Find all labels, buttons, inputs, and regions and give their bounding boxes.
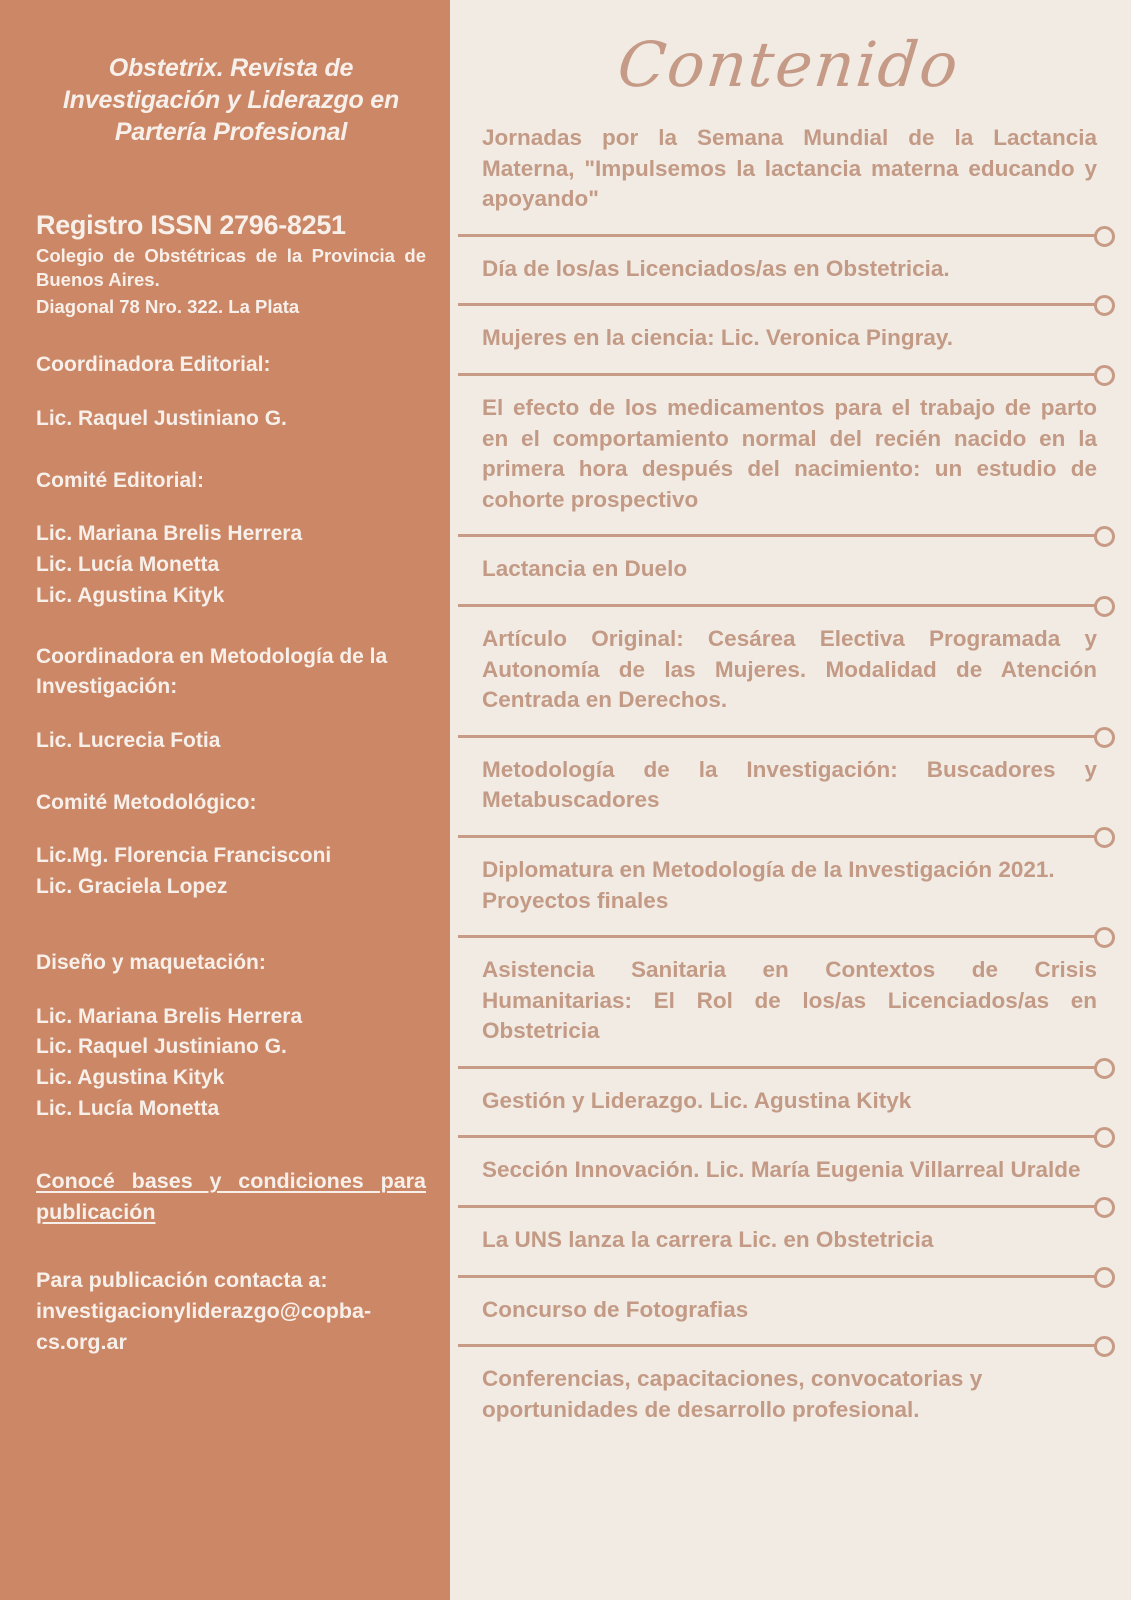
toc-entry[interactable] xyxy=(450,384,1131,525)
section-heading-comite-metodologico: Comité Metodológico: xyxy=(36,790,257,814)
divider-circle-icon xyxy=(1094,295,1115,316)
divider-line xyxy=(458,234,1095,237)
toc-entry-label: Artículo Original: Cesárea Electiva Programada y Autonomía de las Mujeres. Modalidad de Atención Centrada en Derechos. xyxy=(482,625,1097,713)
divider-circle-icon xyxy=(1094,1127,1115,1148)
toc-entry-label: El efecto de los medicamentos para el trabajo de parto en el comportamiento normal del recién nacido en la primera hora después del nacimiento: un estudio de cohorte prospectivo xyxy=(482,394,1097,512)
toc-divider xyxy=(450,826,1131,846)
toc-entry[interactable] xyxy=(450,1355,1131,1435)
section-heading-comite-editorial: Comité Editorial: xyxy=(36,468,205,492)
divider-line xyxy=(458,534,1095,537)
divider-line xyxy=(458,604,1095,607)
toc-entry-label: Conferencias, capacitaciones, convocatorias y oportunidades de desarrollo profesional. xyxy=(482,1366,983,1422)
issn-block xyxy=(36,210,426,319)
toc-entry-label: Día de los/as Licenciados/as en Obstetricia. xyxy=(482,255,950,281)
toc-entry[interactable] xyxy=(450,545,1131,595)
staff-list-comite-metodologico xyxy=(36,841,426,902)
section-heading-diseno-maquetacion: Diseño y maquetación: xyxy=(36,950,266,974)
toc-divider xyxy=(450,525,1131,545)
divider-circle-icon xyxy=(1094,1197,1115,1218)
contact-email[interactable]: investigacionyliderazgo@copba-cs.org.ar xyxy=(36,1298,372,1354)
toc-entry[interactable] xyxy=(450,1286,1131,1336)
toc-divider xyxy=(450,294,1131,314)
section-heading-coordinadora-editorial: Coordinadora Editorial: xyxy=(36,353,271,377)
divider-line xyxy=(458,303,1095,306)
divider-circle-icon xyxy=(1094,927,1115,948)
divider-circle-icon xyxy=(1094,1336,1115,1357)
staff-list-diseno-maquetacion xyxy=(36,1002,426,1125)
toc-entry[interactable] xyxy=(450,946,1131,1057)
toc-list xyxy=(450,114,1131,1435)
publisher-address: Diagonal 78 Nro. 322. La Plata xyxy=(36,295,300,317)
divider-line xyxy=(458,1275,1095,1278)
toc-divider xyxy=(450,225,1131,245)
contact-label: Para publicación contacta a: xyxy=(36,1267,328,1292)
publication-title: Obstetrix. Revista de Investigación y Liderazgo en Partería Profesional xyxy=(62,54,400,146)
toc-entry[interactable] xyxy=(450,114,1131,225)
toc-entry-label: Mujeres en la ciencia: Lic. Veronica Pingray. xyxy=(482,325,954,351)
toc-entry[interactable] xyxy=(450,846,1131,926)
publisher-organization: Colegio de Obstétricas de la Provincia de Buenos Aires. xyxy=(36,244,426,291)
toc-entry-label: Lactancia en Duelo xyxy=(482,556,688,582)
toc-divider xyxy=(450,1266,1131,1286)
divider-line xyxy=(458,935,1095,938)
staff-name: Lic. Agustina Kityk xyxy=(36,583,225,607)
divider-circle-icon xyxy=(1094,727,1115,748)
staff-name: Lic. Mariana Brelis Herrera xyxy=(36,1004,303,1028)
staff-name: Lic. Agustina Kityk xyxy=(36,1065,225,1089)
toc-entry[interactable] xyxy=(450,1146,1131,1196)
toc-divider xyxy=(450,1196,1131,1216)
issn-number: Registro ISSN 2796-8251 xyxy=(36,210,346,240)
staff-name: Lic. Lucía Monetta xyxy=(36,553,220,577)
masthead-sidebar xyxy=(0,0,450,1600)
divider-line xyxy=(458,1135,1095,1138)
divider-line xyxy=(458,735,1095,738)
contents-heading: Contenido xyxy=(614,28,964,101)
divider-circle-icon xyxy=(1094,226,1115,247)
divider-circle-icon xyxy=(1094,526,1115,547)
staff-list-coordinadora-editorial: Lic. Raquel Justiniano G. xyxy=(36,406,287,430)
staff-name: Lic.Mg. Florencia Francisconi xyxy=(36,844,332,868)
toc-divider xyxy=(450,1126,1131,1146)
toc-entry[interactable] xyxy=(450,314,1131,364)
staff-name: Lic. Mariana Brelis Herrera xyxy=(36,522,303,546)
section-heading-coordinadora-metodologia: Coordinadora en Metodología de la Investigación: xyxy=(36,645,388,699)
divider-line xyxy=(458,1205,1095,1208)
toc-entry[interactable] xyxy=(450,245,1131,295)
toc-divider xyxy=(450,595,1131,615)
toc-entry-label: Jornadas por la Semana Mundial de la Lactancia Materna, "Impulsemos la lactancia materna educando y apoyando" xyxy=(482,125,1097,212)
submission-guidelines-link[interactable]: Conocé bases y condiciones para publicación xyxy=(36,1169,426,1225)
toc-entry-label: Gestión y Liderazgo. Lic. Agustina Kityk xyxy=(482,1087,912,1113)
table-of-contents-panel xyxy=(450,0,1131,1600)
divider-line xyxy=(458,835,1095,838)
divider-circle-icon xyxy=(1094,596,1115,617)
divider-circle-icon xyxy=(1094,827,1115,848)
staff-name: Lic. Graciela Lopez xyxy=(36,875,228,899)
toc-entry[interactable] xyxy=(450,746,1131,826)
toc-entry[interactable] xyxy=(450,1077,1131,1127)
staff-list-comite-editorial xyxy=(36,519,426,611)
toc-entry-label: Diplomatura en Metodología de la Investigación 2021. Proyectos finales xyxy=(482,856,1055,913)
divider-line xyxy=(458,1066,1095,1069)
toc-divider xyxy=(450,926,1131,946)
divider-circle-icon xyxy=(1094,1058,1115,1079)
toc-divider xyxy=(450,1057,1131,1077)
divider-circle-icon xyxy=(1094,365,1115,386)
divider-line xyxy=(458,1344,1095,1347)
staff-name: Lic. Raquel Justiniano G. xyxy=(36,1035,287,1059)
toc-entry-label: Asistencia Sanitaria en Contextos de Crisis Humanitarias: El Rol de los/as Licenciados/as en Obstetricia xyxy=(482,957,1097,1044)
toc-entry-label: La UNS lanza la carrera Lic. en Obstetricia xyxy=(482,1227,934,1253)
toc-entry[interactable] xyxy=(450,615,1131,726)
divider-circle-icon xyxy=(1094,1267,1115,1288)
toc-entry-label: Sección Innovación. Lic. María Eugenia Villarreal Uralde xyxy=(482,1157,1081,1183)
staff-list-coordinadora-metodologia: Lic. Lucrecia Fotia xyxy=(36,728,221,752)
toc-divider xyxy=(450,364,1131,384)
toc-divider xyxy=(450,726,1131,746)
toc-entry-label: Concurso de Fotografias xyxy=(482,1296,749,1322)
divider-line xyxy=(458,373,1095,376)
toc-divider xyxy=(450,1335,1131,1355)
contact-block xyxy=(36,1265,426,1359)
toc-entry[interactable] xyxy=(450,1216,1131,1266)
toc-entry-label: Metodología de la Investigación: Buscadores y Metabuscadores xyxy=(482,756,1097,813)
staff-name: Lic. Lucía Monetta xyxy=(36,1096,220,1120)
